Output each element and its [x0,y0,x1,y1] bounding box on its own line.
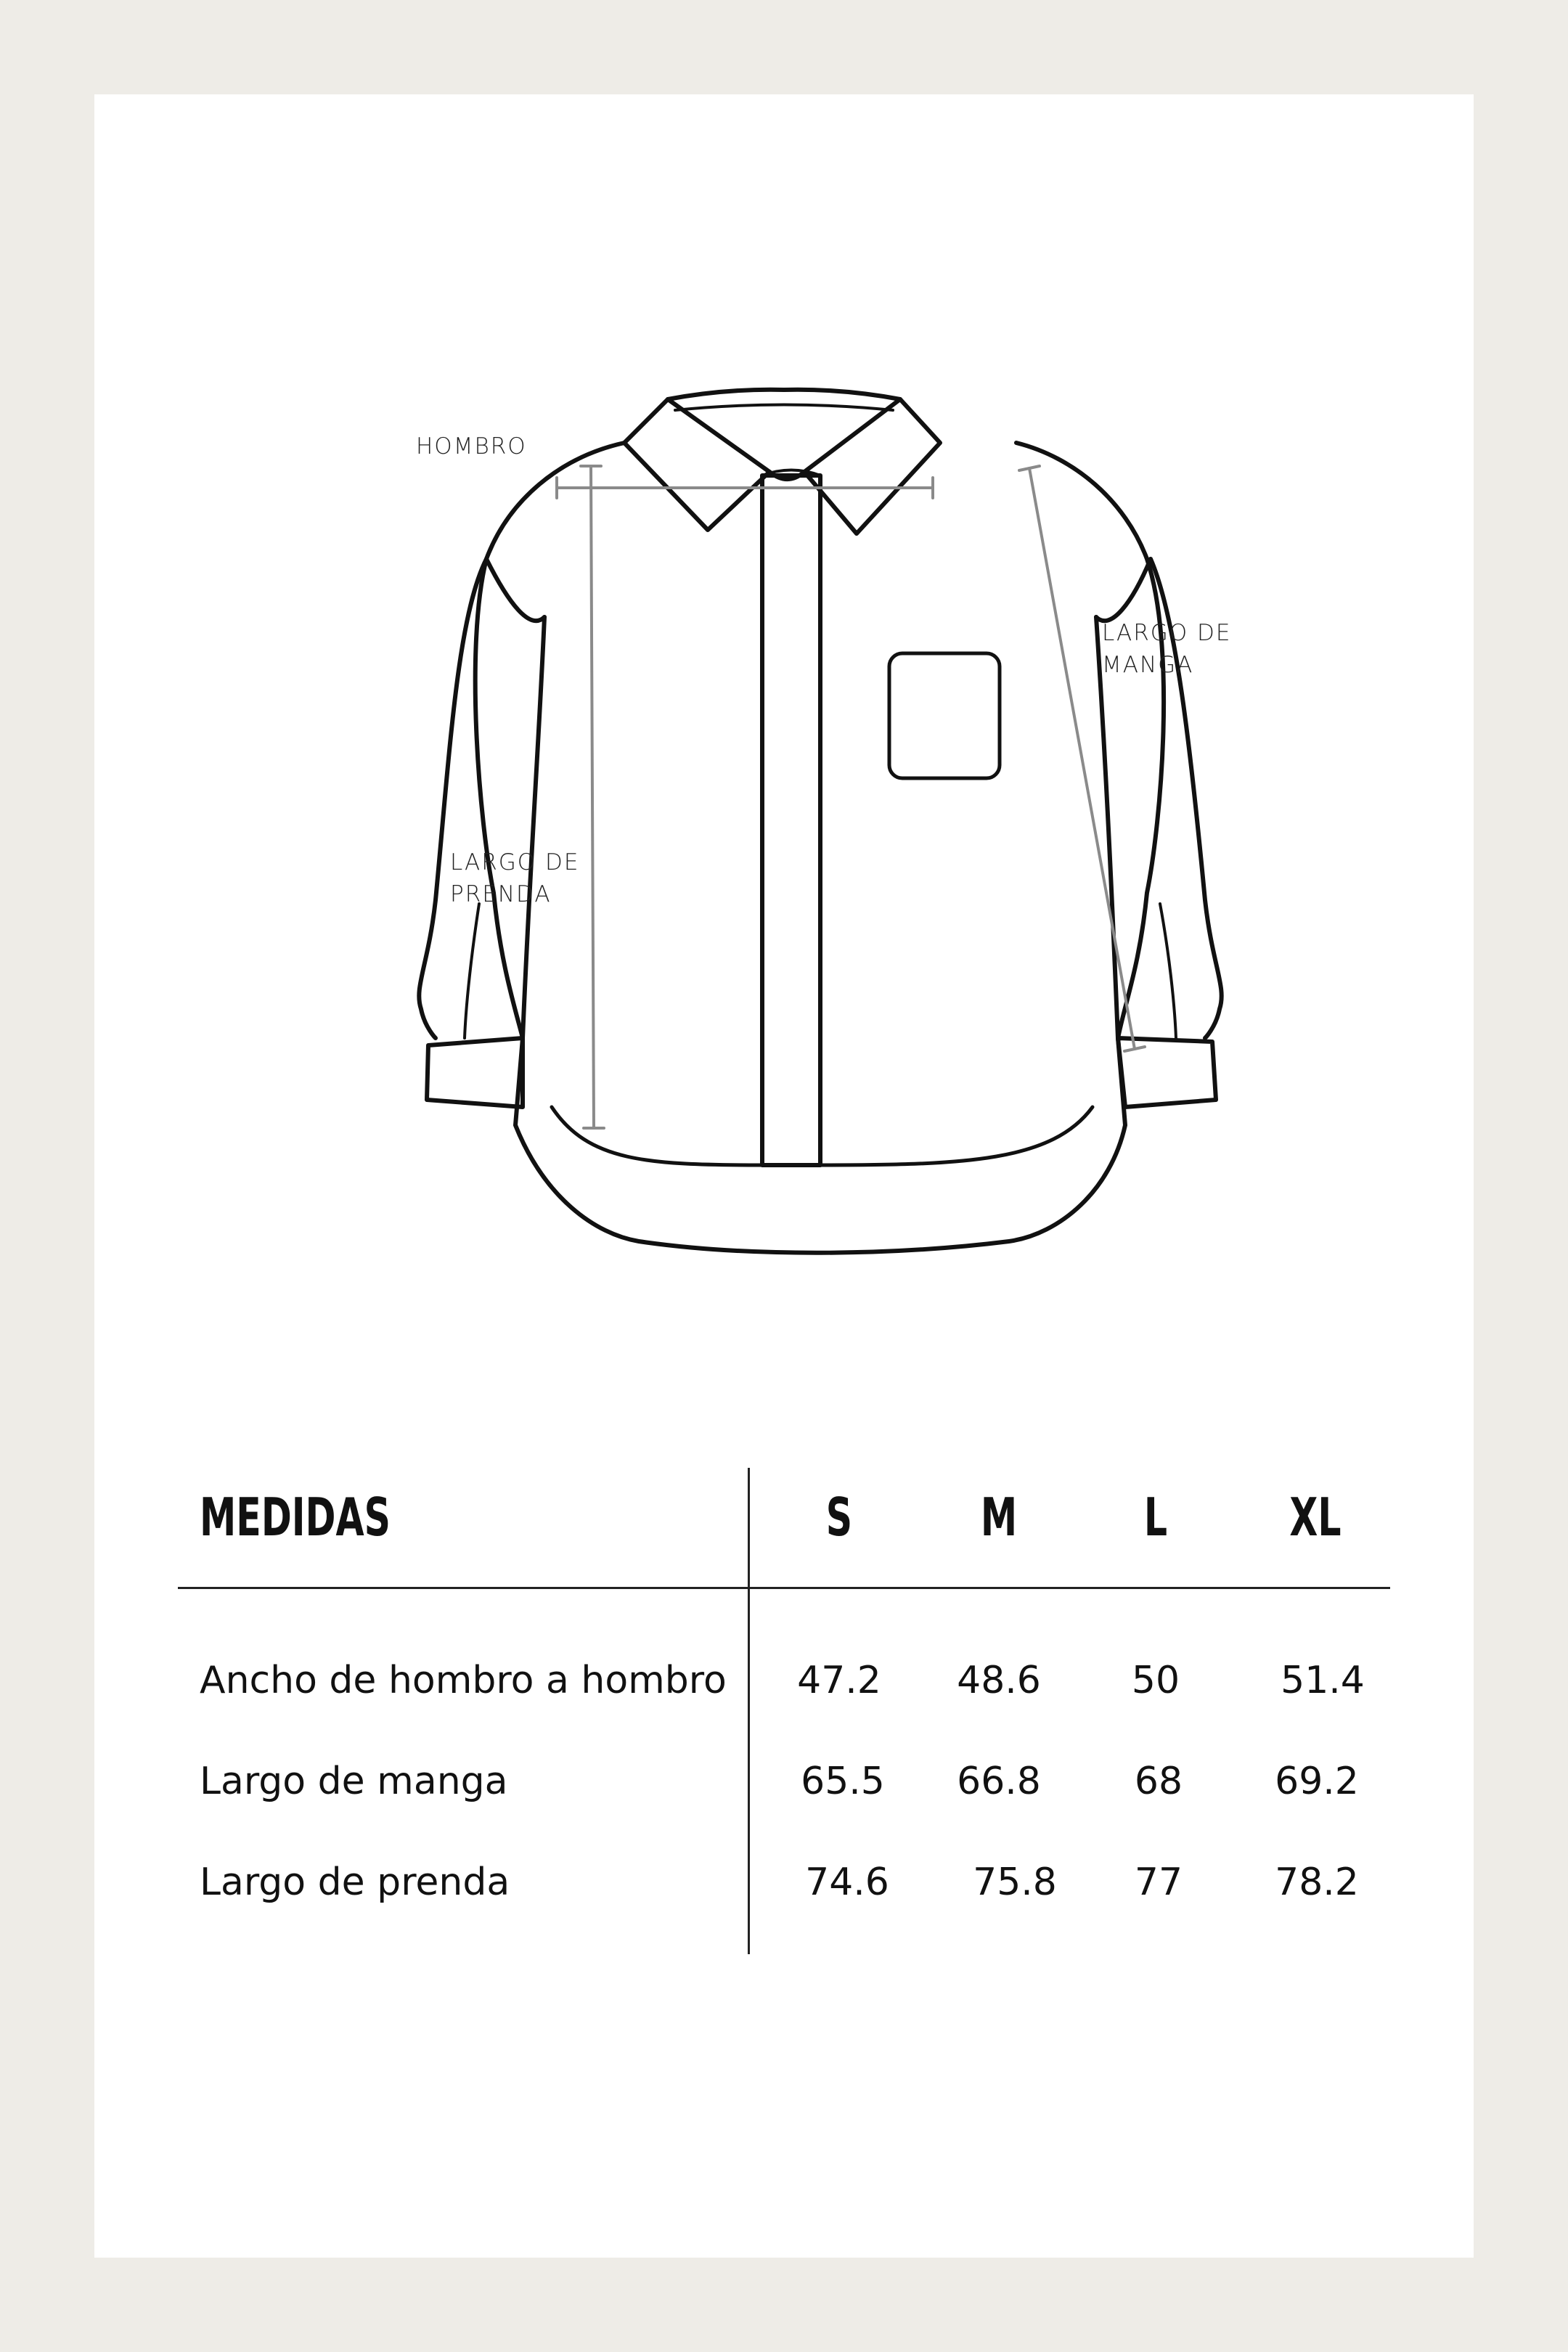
label-largo-de-manga: LARGO DE MANGA [1102,620,1232,678]
table-vertical-divider [748,1468,750,1954]
garment-length-guide [591,466,594,1128]
table-cell: 65.5 [801,1760,885,1803]
table-cell: 47.2 [797,1659,881,1702]
row-label-shoulder-width: Ancho de hombro a hombro [200,1659,727,1702]
sleeve-length-guide [1029,468,1135,1049]
row-label-garment-length: Largo de prenda [200,1861,510,1904]
table-cell: 75.8 [973,1861,1057,1904]
table-cell: 51.4 [1281,1659,1365,1702]
table-title: MEDIDAS [200,1487,391,1548]
table-horizontal-divider [178,1587,1390,1589]
table-cell: 74.6 [805,1861,889,1904]
shirt-placket [762,475,820,1165]
size-header-l: L [1143,1487,1168,1548]
table-cell: 66.8 [957,1760,1041,1803]
table-cell: 50 [1131,1659,1180,1702]
label-largo-de-prenda: LARGO DE PRENDA [450,849,580,907]
size-header-xl: XL [1289,1487,1342,1548]
label-hombro: HOMBRO [416,433,527,460]
size-header-s: S [825,1487,853,1548]
shirt-pocket [889,653,1000,778]
table-cell: 77 [1134,1861,1183,1904]
table-cell: 48.6 [957,1659,1041,1702]
table-cell: 68 [1134,1760,1183,1803]
size-header-m: M [980,1487,1018,1548]
size-guide-card [94,94,1474,2258]
shirt-diagram [94,94,1474,1328]
table-cell: 78.2 [1275,1861,1359,1904]
table-cell: 69.2 [1275,1760,1359,1803]
row-label-sleeve-length: Largo de manga [200,1760,508,1803]
